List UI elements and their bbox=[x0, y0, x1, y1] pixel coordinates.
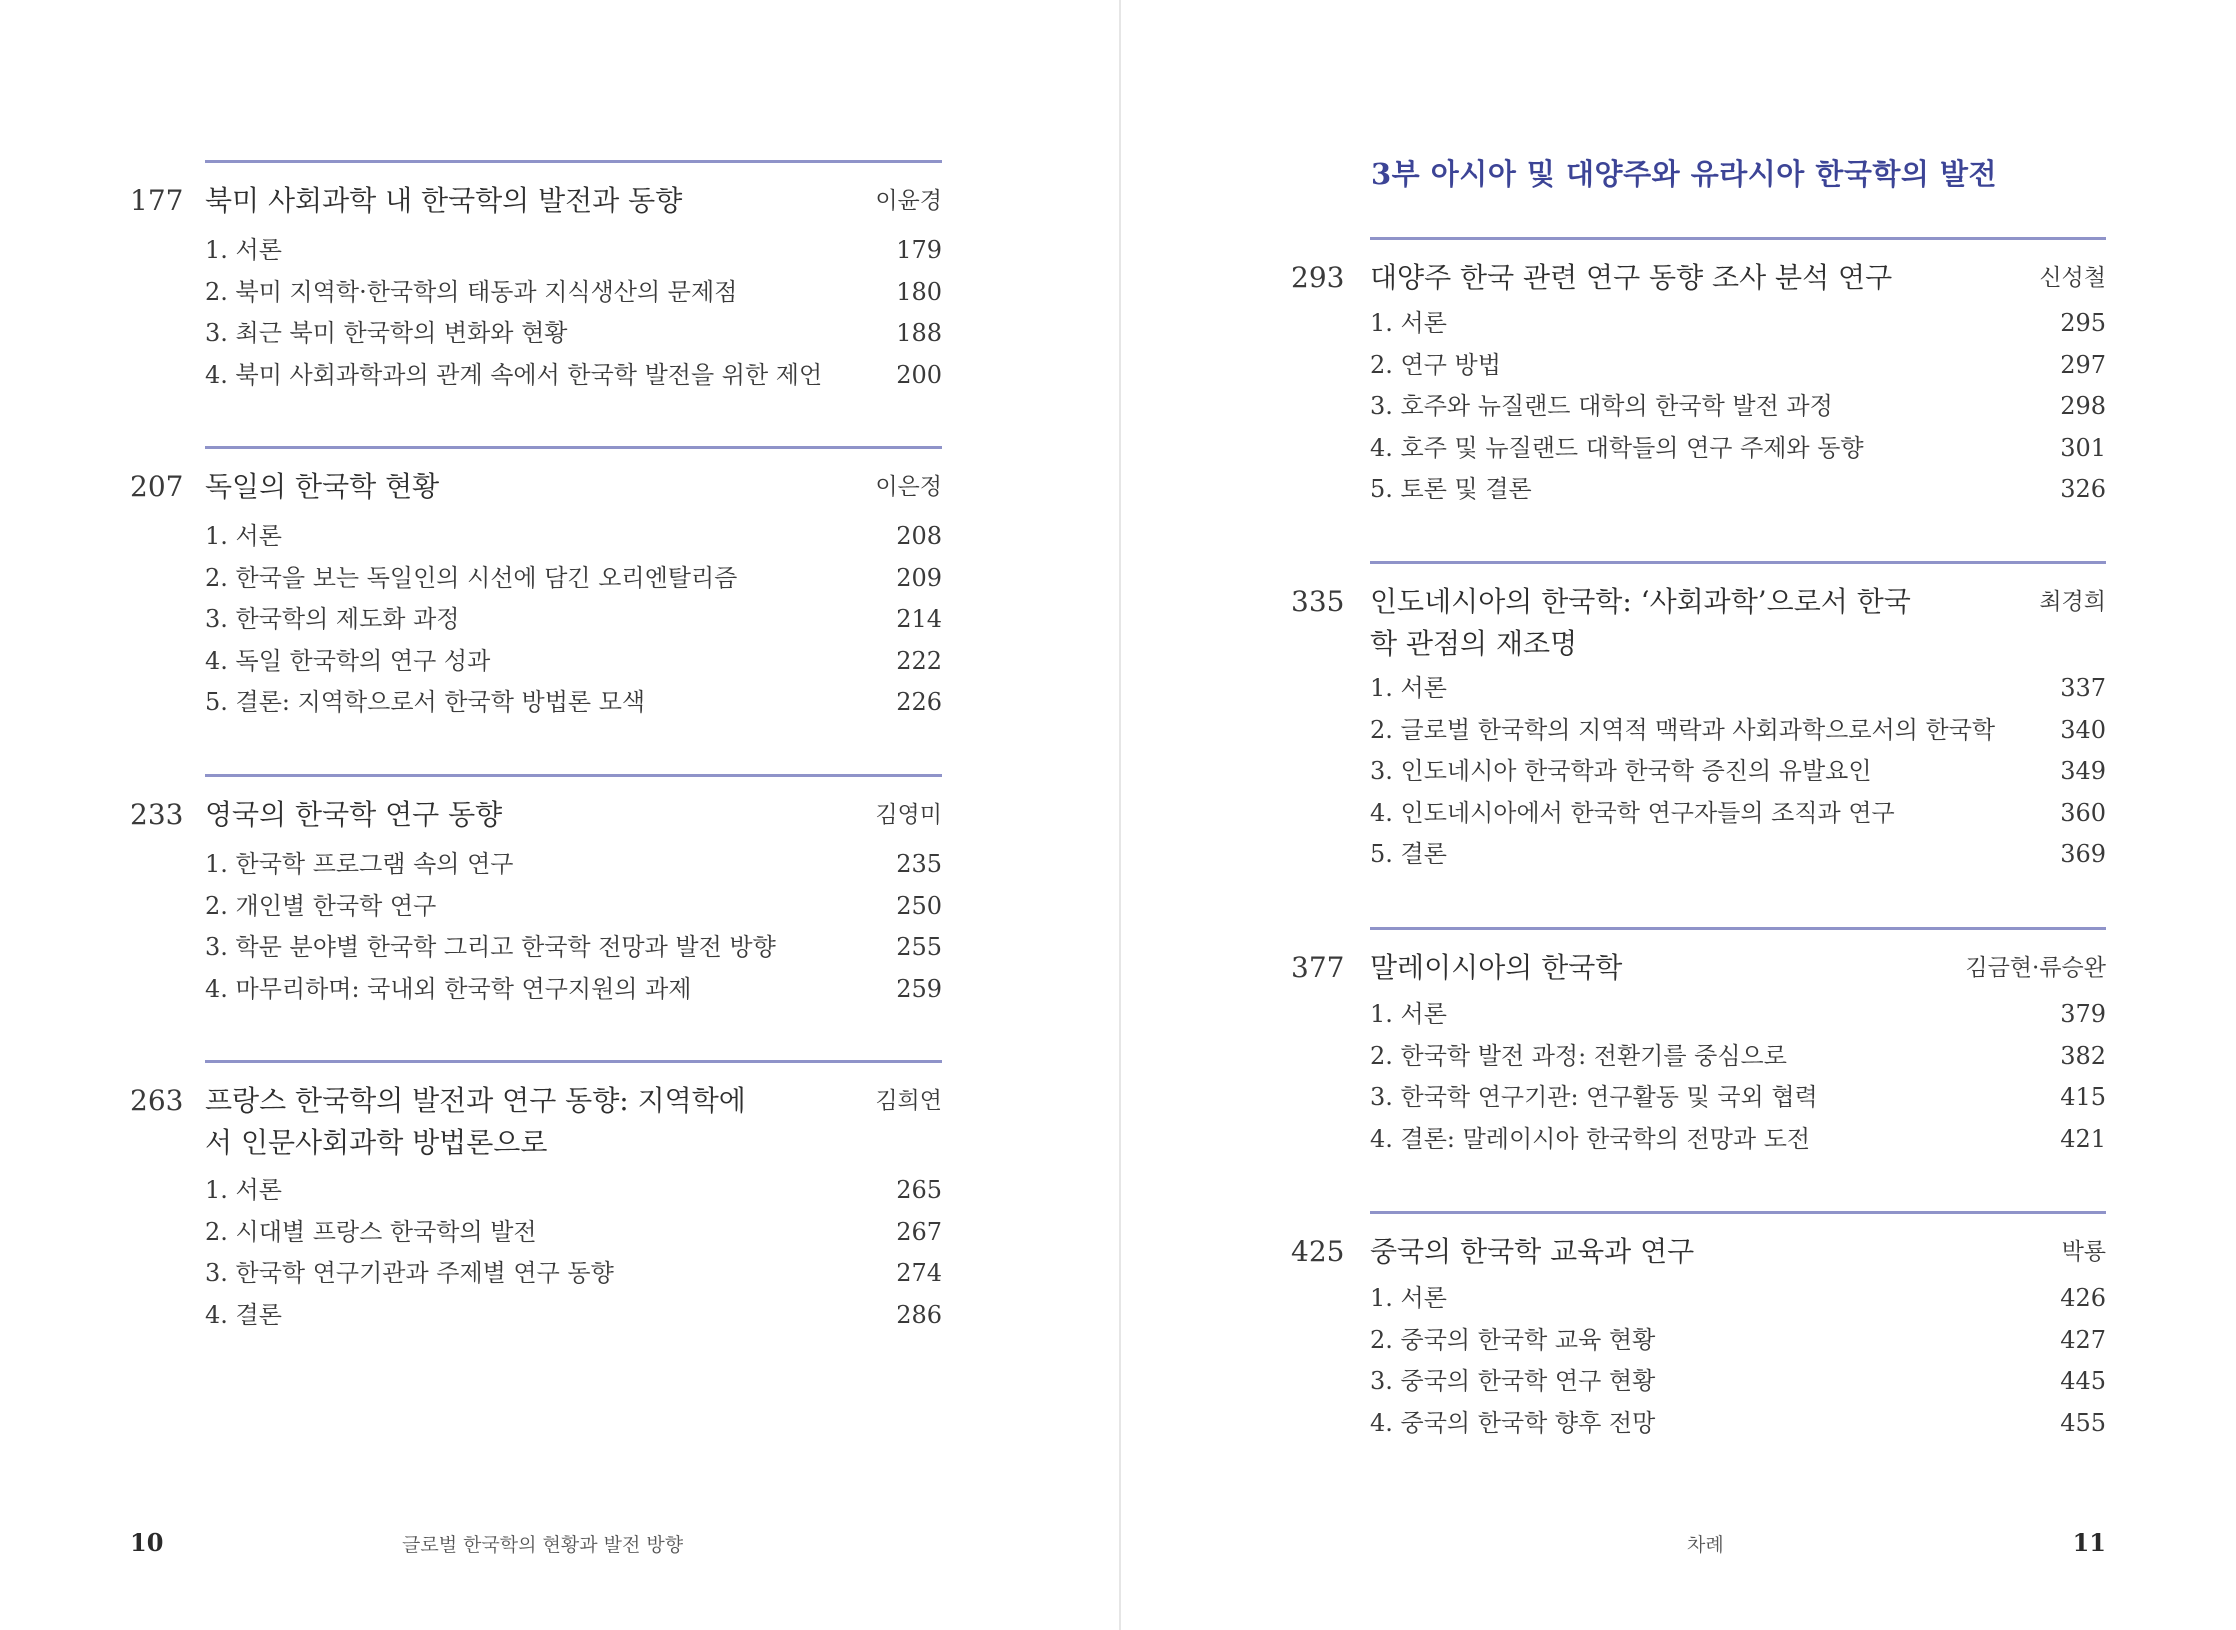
section-list bbox=[205, 516, 942, 724]
chapter-title: 중국의 한국학 교육과 연구 bbox=[1370, 1235, 1695, 1268]
section-page-number: 286 bbox=[896, 1300, 942, 1329]
section-title: 3. 호주와 뉴질랜드 대학의 한국학 발전 과정 bbox=[1370, 392, 1833, 420]
section-entry bbox=[1370, 1320, 2106, 1362]
section-page-number: 326 bbox=[2060, 475, 2106, 503]
chapter-page-number: 377 bbox=[1291, 951, 1345, 984]
section-list bbox=[1370, 303, 2106, 511]
section-title: 3. 최근 북미 한국학의 변화와 현황 bbox=[205, 319, 568, 347]
section-entry bbox=[205, 516, 942, 558]
section-title: 5. 결론 bbox=[1370, 840, 1447, 868]
section-title: 2. 북미 지역학·한국학의 태동과 지식생산의 문제점 bbox=[205, 277, 738, 306]
chapter-author: 이윤경 bbox=[875, 188, 942, 214]
section-page-number: 340 bbox=[2060, 715, 2106, 744]
section-page-number: 265 bbox=[896, 1176, 942, 1204]
section-entry bbox=[205, 272, 942, 314]
section-title: 1. 서론 bbox=[1370, 1284, 1447, 1312]
section-page-number: 295 bbox=[2060, 309, 2106, 337]
chapter-page-number: 233 bbox=[130, 798, 184, 831]
section-page-number: 200 bbox=[896, 360, 942, 389]
section-entry bbox=[205, 599, 942, 641]
section-title: 5. 토론 및 결론 bbox=[1370, 475, 1532, 503]
section-title: 4. 마무리하며: 국내외 한국학 연구지원의 과제 bbox=[205, 974, 692, 1003]
section-page-number: 349 bbox=[2060, 757, 2106, 785]
section-title: 2. 한국을 보는 독일인의 시선에 담긴 오리엔탈리즘 bbox=[205, 563, 738, 592]
section-page-number: 180 bbox=[896, 277, 942, 306]
section-page-number: 426 bbox=[2060, 1284, 2106, 1312]
section-entry bbox=[1370, 428, 2106, 470]
section-title: 2. 연구 방법 bbox=[1370, 350, 1501, 379]
page-number: 11 bbox=[2072, 1528, 2106, 1557]
section-entry bbox=[205, 1170, 942, 1212]
page-number: 10 bbox=[130, 1528, 164, 1557]
section-entry bbox=[1370, 386, 2106, 428]
chapter-author: 김영미 bbox=[875, 802, 942, 828]
section-entry bbox=[205, 230, 942, 272]
chapter-page-number: 425 bbox=[1291, 1235, 1345, 1268]
section-page-number: 208 bbox=[896, 522, 942, 550]
section-list bbox=[205, 1170, 942, 1336]
section-page-number: 209 bbox=[896, 563, 942, 592]
section-page-number: 297 bbox=[2060, 350, 2106, 379]
section-entry bbox=[1370, 1119, 2106, 1161]
section-title: 1. 서론 bbox=[205, 522, 282, 550]
section-entry bbox=[1370, 303, 2106, 345]
chapter-author: 이은정 bbox=[875, 474, 942, 500]
chapter-title: 대양주 한국 관련 연구 동향 조사 분석 연구 bbox=[1370, 261, 1893, 294]
section-title: 2. 중국의 한국학 교육 현황 bbox=[1370, 1325, 1656, 1354]
section-page-number: 255 bbox=[896, 933, 942, 961]
section-page-number: 259 bbox=[896, 974, 942, 1003]
section-page-number: 427 bbox=[2060, 1325, 2106, 1354]
section-page-number: 382 bbox=[2060, 1041, 2106, 1070]
section-title: 4. 북미 사회과학과의 관계 속에서 한국학 발전을 위한 제언 bbox=[205, 360, 823, 389]
section-entry bbox=[1370, 1077, 2106, 1119]
section-entry bbox=[205, 313, 942, 355]
section-entry bbox=[205, 1253, 942, 1295]
section-page-number: 337 bbox=[2060, 674, 2106, 702]
section-page-number: 226 bbox=[896, 688, 942, 716]
right-page bbox=[1121, 0, 2236, 1630]
section-title: 1. 서론 bbox=[1370, 309, 1447, 337]
section-page-number: 445 bbox=[2060, 1367, 2106, 1395]
section-entry bbox=[205, 1212, 942, 1254]
section-entry bbox=[1370, 710, 2106, 752]
section-entry bbox=[1370, 1403, 2106, 1445]
chapter-title: 북미 사회과학 내 한국학의 발전과 동향 bbox=[205, 184, 683, 217]
section-entry bbox=[205, 558, 942, 600]
chapter-rule bbox=[1370, 237, 2106, 240]
section-page-number: 455 bbox=[2060, 1408, 2106, 1437]
section-title: 1. 서론 bbox=[1370, 1000, 1447, 1028]
section-page-number: 222 bbox=[896, 646, 942, 675]
section-page-number: 179 bbox=[896, 236, 942, 264]
chapter-rule bbox=[205, 446, 942, 449]
section-title: 1. 서론 bbox=[205, 1176, 282, 1204]
section-page-number: 214 bbox=[896, 605, 942, 633]
section-entry bbox=[205, 641, 942, 683]
section-page-number: 235 bbox=[896, 850, 942, 878]
section-page-number: 421 bbox=[2060, 1124, 2106, 1153]
chapter-author: 박룡 bbox=[2061, 1239, 2106, 1265]
chapter-rule bbox=[1370, 927, 2106, 930]
part-heading: 3부 아시아 및 대양주와 유라시아 한국학의 발전 bbox=[1371, 157, 1998, 191]
section-page-number: 415 bbox=[2060, 1083, 2106, 1111]
chapter-page-number: 177 bbox=[130, 184, 184, 217]
section-title: 2. 한국학 발전 과정: 전환기를 중심으로 bbox=[1370, 1041, 1787, 1070]
section-title: 4. 결론 bbox=[205, 1300, 282, 1329]
section-title: 3. 한국학 연구기관: 연구활동 및 국외 협력 bbox=[1370, 1083, 1818, 1111]
section-entry bbox=[205, 844, 942, 886]
section-entry bbox=[205, 1295, 942, 1337]
chapter-page-number: 263 bbox=[130, 1084, 184, 1117]
section-entry bbox=[205, 355, 942, 397]
chapter-rule bbox=[1370, 1211, 2106, 1214]
section-list bbox=[205, 844, 942, 1010]
section-title: 1. 서론 bbox=[205, 236, 282, 264]
chapter-title: 영국의 한국학 연구 동향 bbox=[205, 798, 503, 831]
section-entry bbox=[1370, 1036, 2106, 1078]
section-title: 4. 중국의 한국학 향후 전망 bbox=[1370, 1408, 1656, 1437]
section-title: 3. 중국의 한국학 연구 현황 bbox=[1370, 1367, 1656, 1395]
section-page-number: 369 bbox=[2060, 840, 2106, 868]
section-page-number: 188 bbox=[896, 319, 942, 347]
chapter-author: 김희연 bbox=[875, 1088, 942, 1114]
section-title: 4. 호주 및 뉴질랜드 대학들의 연구 주제와 동향 bbox=[1370, 433, 1864, 462]
section-title: 2. 개인별 한국학 연구 bbox=[205, 891, 437, 920]
section-entry bbox=[1370, 345, 2106, 387]
section-title: 3. 학문 분야별 한국학 그리고 한국학 전망과 발전 방향 bbox=[205, 933, 776, 961]
chapter-rule bbox=[1370, 561, 2106, 564]
section-title: 2. 시대별 프랑스 한국학의 발전 bbox=[205, 1217, 537, 1246]
chapter-page-number: 335 bbox=[1291, 585, 1345, 618]
section-title: 2. 글로벌 한국학의 지역적 맥락과 사회과학으로서의 한국학 bbox=[1370, 715, 1996, 744]
section-page-number: 267 bbox=[896, 1217, 942, 1246]
chapter-title: 말레이시아의 한국학 bbox=[1370, 951, 1623, 984]
section-entry bbox=[1370, 668, 2106, 710]
section-list bbox=[1370, 1278, 2106, 1444]
section-entry bbox=[205, 886, 942, 928]
chapter-rule bbox=[205, 774, 942, 777]
section-title: 1. 서론 bbox=[1370, 674, 1447, 702]
section-list bbox=[205, 230, 942, 396]
running-head: 차례 bbox=[1687, 1534, 1724, 1556]
section-page-number: 379 bbox=[2060, 1000, 2106, 1028]
chapter-rule bbox=[205, 160, 942, 163]
section-entry bbox=[1370, 994, 2106, 1036]
section-title: 5. 결론: 지역학으로서 한국학 방법론 모색 bbox=[205, 688, 646, 716]
section-title: 1. 한국학 프로그램 속의 연구 bbox=[205, 850, 514, 878]
section-entry bbox=[1370, 834, 2106, 876]
section-page-number: 298 bbox=[2060, 392, 2106, 420]
section-entry bbox=[1370, 469, 2106, 511]
chapter-author: 김금현·류승완 bbox=[1965, 955, 2106, 981]
chapter-title: 프랑스 한국학의 발전과 연구 동향: 지역학에서 인문사회과학 방법론으로 bbox=[205, 1084, 746, 1159]
chapter-author: 신성철 bbox=[2039, 265, 2106, 291]
section-entry bbox=[1370, 1278, 2106, 1320]
section-entry bbox=[1370, 751, 2106, 793]
section-page-number: 250 bbox=[896, 891, 942, 920]
section-title: 4. 인도네시아에서 한국학 연구자들의 조직과 연구 bbox=[1370, 798, 1895, 827]
running-head: 글로벌 한국학의 현황과 발전 방향 bbox=[402, 1534, 684, 1556]
section-entry bbox=[205, 927, 942, 969]
section-title: 3. 인도네시아 한국학과 한국학 증진의 유발요인 bbox=[1370, 757, 1872, 785]
section-entry bbox=[205, 969, 942, 1011]
chapter-title: 인도네시아의 한국학: ‘사회과학’으로서 한국학 관점의 재조명 bbox=[1370, 585, 1911, 660]
section-title: 4. 결론: 말레이시아 한국학의 전망과 도전 bbox=[1370, 1124, 1811, 1153]
chapter-rule bbox=[205, 1060, 942, 1063]
chapter-page-number: 293 bbox=[1291, 261, 1345, 294]
chapter-title: 독일의 한국학 현황 bbox=[205, 470, 440, 503]
section-page-number: 360 bbox=[2060, 798, 2106, 827]
section-page-number: 301 bbox=[2060, 433, 2106, 462]
section-list bbox=[1370, 994, 2106, 1160]
section-entry bbox=[205, 682, 942, 724]
chapter-author: 최경희 bbox=[2039, 589, 2106, 615]
section-page-number: 274 bbox=[896, 1259, 942, 1287]
chapter-page-number: 207 bbox=[130, 470, 184, 503]
section-entry bbox=[1370, 793, 2106, 835]
section-title: 3. 한국학의 제도화 과정 bbox=[205, 605, 460, 633]
section-title: 4. 독일 한국학의 연구 성과 bbox=[205, 646, 491, 675]
section-entry bbox=[1370, 1361, 2106, 1403]
section-list bbox=[1370, 668, 2106, 876]
section-title: 3. 한국학 연구기관과 주제별 연구 동향 bbox=[205, 1259, 614, 1287]
